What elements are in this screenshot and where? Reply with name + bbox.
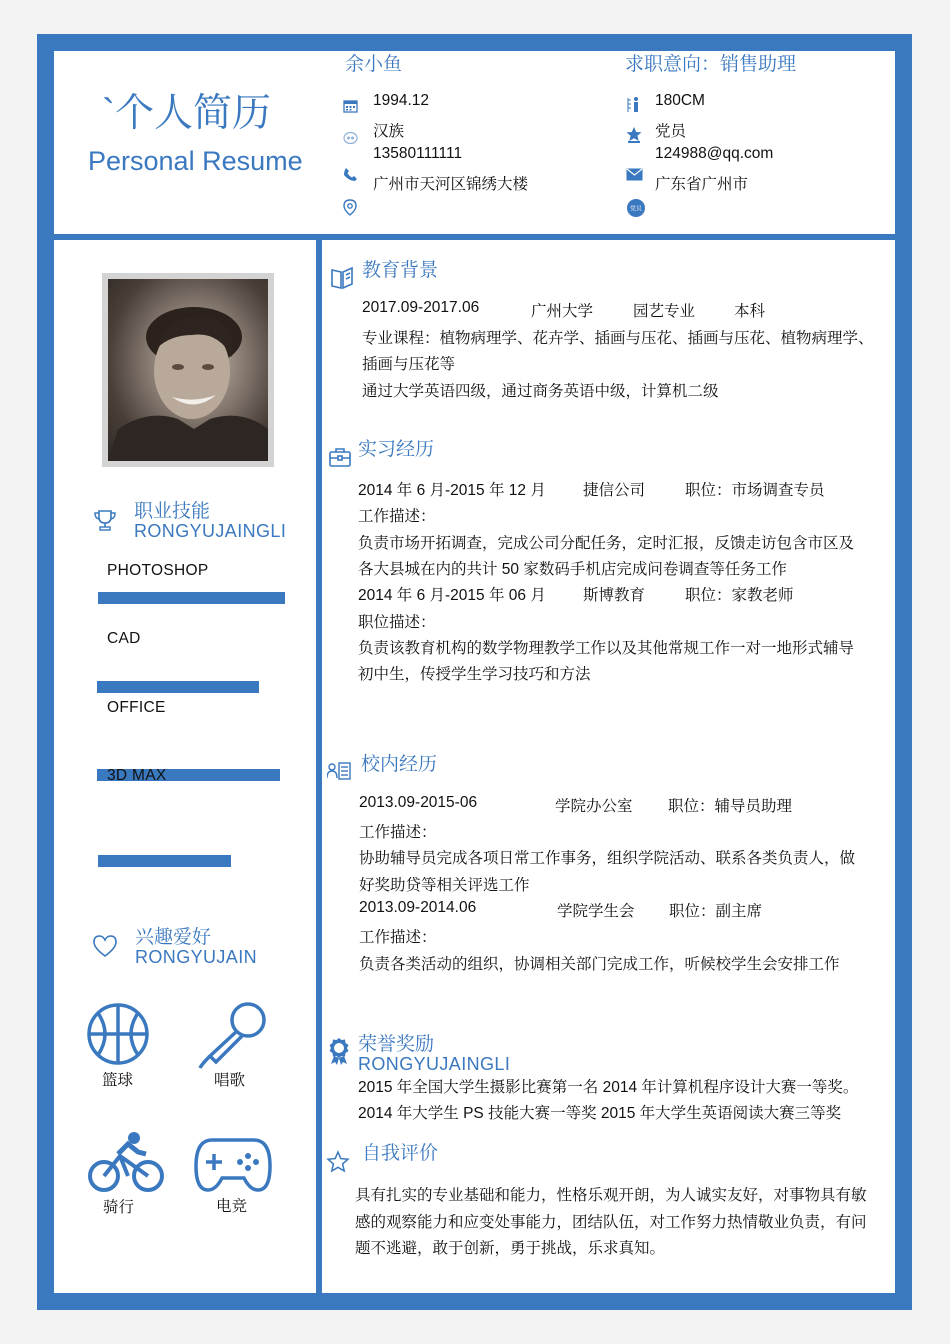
skill-bar (97, 681, 259, 693)
resume-subtitle: Personal Resume (88, 146, 303, 176)
hometown: 广东省广州市 (655, 176, 749, 193)
job-desc-label: 职位描述： (358, 614, 436, 631)
self-eval-title: 自我评价 (362, 1143, 439, 1164)
email-address: 124988@qq.com (655, 145, 774, 162)
header-panel (54, 51, 895, 234)
education-courses: 专业课程：植物病理学、花卉学、插画与压花、插画与压花、植物病理学、 (362, 330, 874, 347)
award-medal-icon (326, 1037, 352, 1065)
skills-title: 职业技能 (134, 501, 211, 522)
education-major: 园艺专业 (633, 303, 696, 320)
education-courses-cont: 插画与压花等 (362, 356, 456, 373)
honors-line: 2014 年大学生 PS 技能大赛一等奖 2015 年大学生英语阅读大赛三等奖 (358, 1105, 842, 1122)
skills-subtitle: RONGYUJAINGLI (134, 521, 287, 541)
location-pin-icon (343, 199, 357, 216)
candidate-name: 余小鱼 (345, 54, 403, 75)
education-period: 2017.09-2017.06 (362, 299, 480, 316)
skill-name: CAD (107, 630, 141, 647)
hobby-label: 唱歌 (214, 1072, 246, 1089)
phone-number: 13580111111 (373, 145, 463, 162)
job-desc: 负责市场开拓调查，完成公司分配任务，定时汇报，反馈走访包含市区及 (358, 535, 855, 552)
job-company: 捷信公司 (583, 482, 646, 499)
skill-name: OFFICE (107, 699, 166, 716)
honors-subtitle: RONGYUJAINGLI (358, 1054, 511, 1071)
campus-position: 职位：副主席 (669, 903, 763, 920)
phone-icon (343, 167, 358, 182)
campus-desc-cont: 好奖助贷等相关评选工作 (359, 877, 530, 894)
hobby-label: 骑行 (103, 1199, 135, 1216)
resume-title: `个人简历 (102, 92, 271, 135)
cycling-icon (88, 1130, 164, 1194)
education-school: 广州大学 (531, 303, 594, 320)
job-position: 职位：市场调查专员 (685, 482, 825, 499)
height: 180CM (655, 92, 705, 109)
job-period: 2014 年 6 月-2015 年 06 月 (358, 587, 546, 604)
campus-desc-label: 工作描述： (359, 929, 437, 946)
skill-name: 3D MAX (107, 767, 167, 784)
political-status: 党员 (655, 123, 687, 140)
email-icon (626, 168, 643, 181)
campus-org: 学院办公室 (555, 798, 633, 815)
education-degree: 本科 (734, 303, 766, 320)
heart-icon (92, 934, 118, 958)
party-member-star-icon (625, 126, 643, 144)
ethnicity-icon (343, 131, 358, 145)
skill-name: PHOTOSHOP (107, 562, 209, 579)
birth-date: 1994.12 (373, 92, 430, 109)
honors-title: 荣誉奖励 (358, 1034, 435, 1055)
campus-desc-label: 工作描述： (359, 824, 437, 841)
campus-title: 校内经历 (361, 754, 438, 775)
campus-period: 2013.09-2014.06 (359, 899, 477, 916)
internship-title: 实习经历 (358, 439, 435, 460)
job-position: 职位：家教老师 (685, 587, 794, 604)
job-desc-cont: 初中生，传授学生学习技巧和方法 (358, 666, 591, 683)
job-period: 2014 年 6 月-2015 年 12 月 (358, 482, 546, 499)
hobbies-title: 兴趣爱好 (135, 927, 212, 948)
job-intent: 求职意向：销售助理 (625, 54, 797, 75)
campus-position: 职位：辅导员助理 (668, 798, 793, 815)
party-badge-icon (626, 198, 646, 218)
campus-org: 学院学生会 (557, 903, 635, 920)
profile-photo (108, 279, 268, 461)
campus-period: 2013.09-2015-06 (359, 794, 478, 811)
skill-bar (98, 592, 285, 604)
honors-line: 2015 年全国大学生摄影比赛第一名 2014 年计算机程序设计大赛一等奖。 (358, 1079, 859, 1096)
hobbies-subtitle: RONGYUJAIN (135, 947, 258, 967)
self-eval-text: 感的观察能力和应变处事能力，团结队伍，对工作努力热情敬业负责，有问 (355, 1214, 867, 1231)
education-certificates: 通过大学英语四级，通过商务英语中级，计算机二级 (362, 383, 719, 400)
calendar-icon (343, 99, 358, 113)
campus-desc: 负责各类活动的组织，协调相关部门完成工作，听候校学生会安排工作 (359, 956, 840, 973)
hobby-label: 篮球 (102, 1072, 134, 1089)
ethnicity: 汉族 (373, 123, 405, 140)
job-desc-cont: 各大县城在内的共计 50 家数码手机店完成问卷调查等任务工作 (358, 561, 787, 578)
skill-bar (98, 855, 231, 867)
job-desc-label: 工作描述： (358, 508, 436, 525)
briefcase-icon (329, 447, 351, 467)
microphone-icon (196, 1000, 268, 1070)
book-icon (330, 266, 354, 290)
star-outline-icon (326, 1150, 350, 1174)
education-title: 教育背景 (362, 260, 439, 281)
height-icon (626, 96, 643, 113)
basketball-icon (86, 1002, 150, 1066)
job-company: 斯博教育 (583, 587, 646, 604)
people-list-icon (327, 761, 351, 781)
self-eval-text: 具有扎实的专业基础和能力，性格乐观开朗，为人诚实友好，对事物具有敏 (355, 1187, 867, 1204)
self-eval-text: 题不逃避，敢于创新，勇于挑战，乐求真知。 (355, 1240, 666, 1257)
address: 广州市天河区锦绣大楼 (373, 176, 529, 193)
hobby-label: 电竞 (216, 1198, 248, 1215)
svg-text:党员: 党员 (629, 205, 643, 213)
campus-desc: 协助辅导员完成各项日常工作事务，组织学院活动、联系各类负责人，做 (359, 850, 856, 867)
gamepad-icon (194, 1136, 272, 1194)
job-desc: 负责该教育机构的数学物理教学工作以及其他常规工作一对一地形式辅导 (358, 640, 855, 657)
trophy-icon (93, 508, 117, 532)
